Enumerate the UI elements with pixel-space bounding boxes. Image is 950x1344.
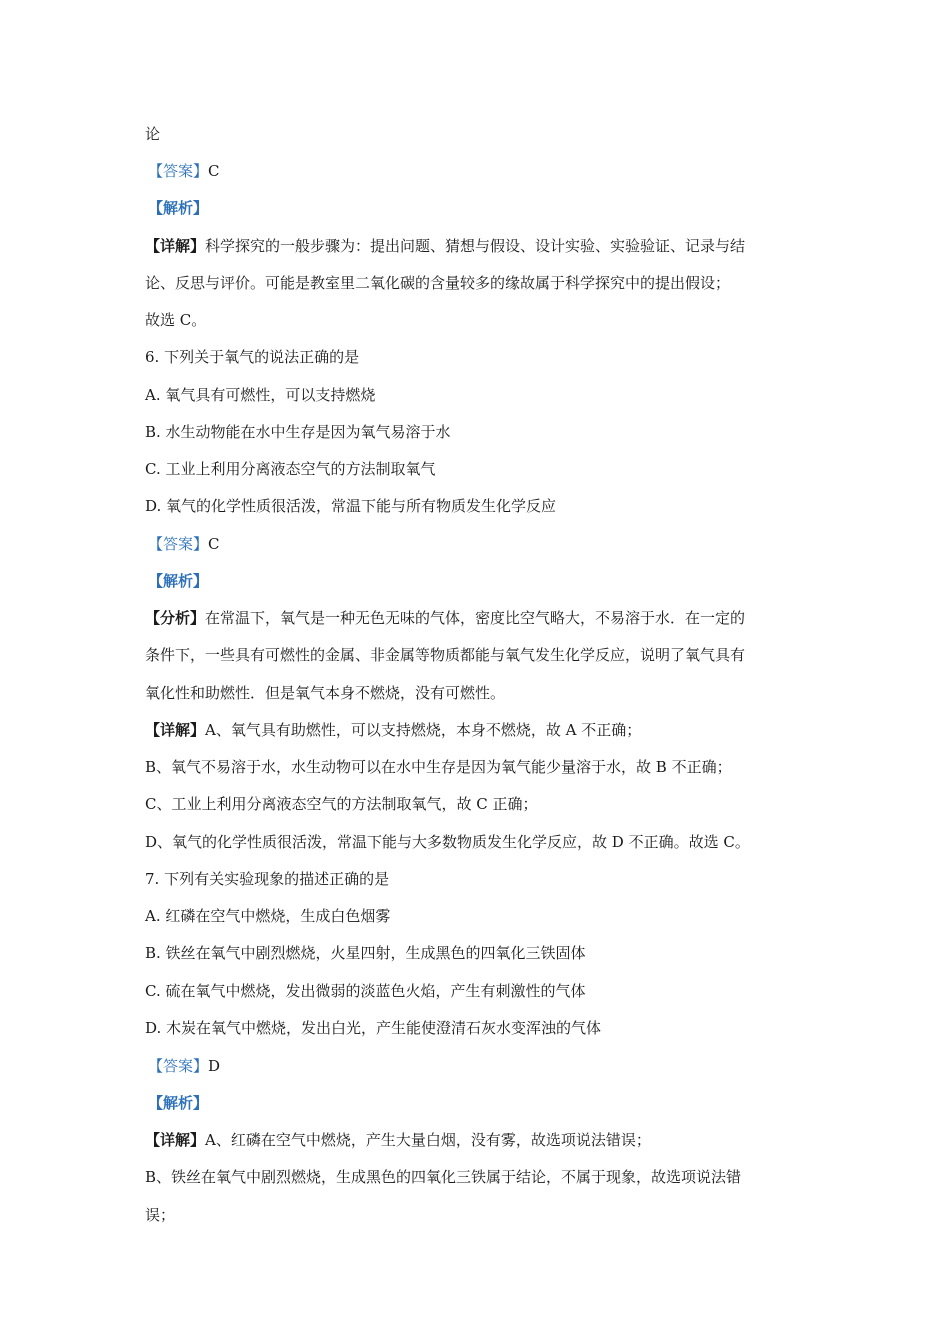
paragraph-line: D、氧气的化学性质很活泼，常温下能与大多数物质发生化学反应，故 D 不正确。故选 C。 (145, 833, 750, 851)
paragraph-line: 【详解】科学探究的一般步骤为：提出问题、猜想与假设、设计实验、实验验证、记录与结 (145, 237, 746, 255)
paragraph-line: B、铁丝在氧气中剧烈燃烧，生成黑色的四氧化三铁属于结论，不属于现象，故选项说法错 (145, 1168, 742, 1186)
paragraph-line: 【详解】A、红磷在空气中燃烧，产生大量白烟，没有雾，故选项说法错误； (145, 1131, 651, 1149)
option-line: B. 铁丝在氧气中剧烈燃烧，火星四射，生成黑色的四氧化三铁固体 (145, 944, 586, 962)
analysis-note-tag: 【分析】 (145, 609, 206, 627)
option-line: C. 硫在氧气中燃烧，发出微弱的淡蓝色火焰，产生有刺激性的气体 (145, 982, 586, 1000)
paragraph-line: 氧化性和助燃性．但是氧气本身不燃烧，没有可燃性。 (145, 684, 506, 702)
paragraph-line: 故选 C。 (145, 311, 207, 329)
option-line: D. 木炭在氧气中燃烧，发出白光，产生能使澄清石灰水变浑浊的气体 (145, 1019, 602, 1037)
option-line: C. 工业上利用分离液态空气的方法制取氧气 (145, 460, 436, 478)
answer-tag: 【答案】 (148, 535, 209, 553)
option-line: D. 氧气的化学性质很活泼，常温下能与所有物质发生化学反应 (145, 497, 557, 515)
option-line: A. 红磷在空气中燃烧，生成白色烟雾 (145, 907, 391, 925)
answer-tag: 【答案】 (148, 162, 209, 180)
paragraph-line: 【分析】在常温下，氧气是一种无色无味的气体，密度比空气略大，不易溶于水．在一定的 (145, 609, 746, 627)
analysis-tag: 【解析】 (148, 199, 209, 217)
paragraph-line: 论 (145, 125, 161, 143)
answer-line: 【答案】C (148, 162, 220, 180)
paragraph-line: 条件下，一些具有可燃性的金属、非金属等物质都能与氧气发生化学反应，说明了氧气具有 (145, 646, 746, 664)
option-line: B. 水生动物能在水中生存是因为氧气易溶于水 (145, 423, 451, 441)
paragraph-line: 论、反思与评价。可能是教室里二氧化碳的含量较多的缘故属于科学探究中的提出假设； (145, 274, 731, 292)
answer-line: 【答案】C (148, 535, 220, 553)
answer-line: 【答案】D (148, 1057, 221, 1075)
analysis-heading (148, 1093, 208, 1113)
analysis-heading (148, 198, 208, 218)
analysis-tag: 【解析】 (148, 572, 209, 590)
paragraph-line: 【详解】A、氧气具有助燃性，可以支持燃烧，本身不燃烧，故 A 不正确； (145, 721, 642, 739)
question-line: 6. 下列关于氧气的说法正确的是 (145, 348, 360, 366)
detail-tag: 【详解】 (145, 237, 206, 255)
detail-tag: 【详解】 (145, 721, 206, 739)
paragraph-line: 误； (145, 1206, 176, 1224)
analysis-tag: 【解析】 (148, 1094, 209, 1112)
question-line: 7. 下列有关实验现象的描述正确的是 (145, 870, 390, 888)
analysis-heading (148, 571, 208, 591)
answer-tag: 【答案】 (148, 1057, 209, 1075)
detail-tag: 【详解】 (145, 1131, 206, 1149)
option-line: A. 氧气具有可燃性，可以支持燃烧 (145, 386, 376, 404)
paragraph-line: B、氧气不易溶于水，水生动物可以在水中生存是因为氧气能少量溶于水，故 B 不正确； (145, 758, 732, 776)
paragraph-line: C、工业上利用分离液态空气的方法制取氧气，故 C 正确； (145, 795, 538, 813)
